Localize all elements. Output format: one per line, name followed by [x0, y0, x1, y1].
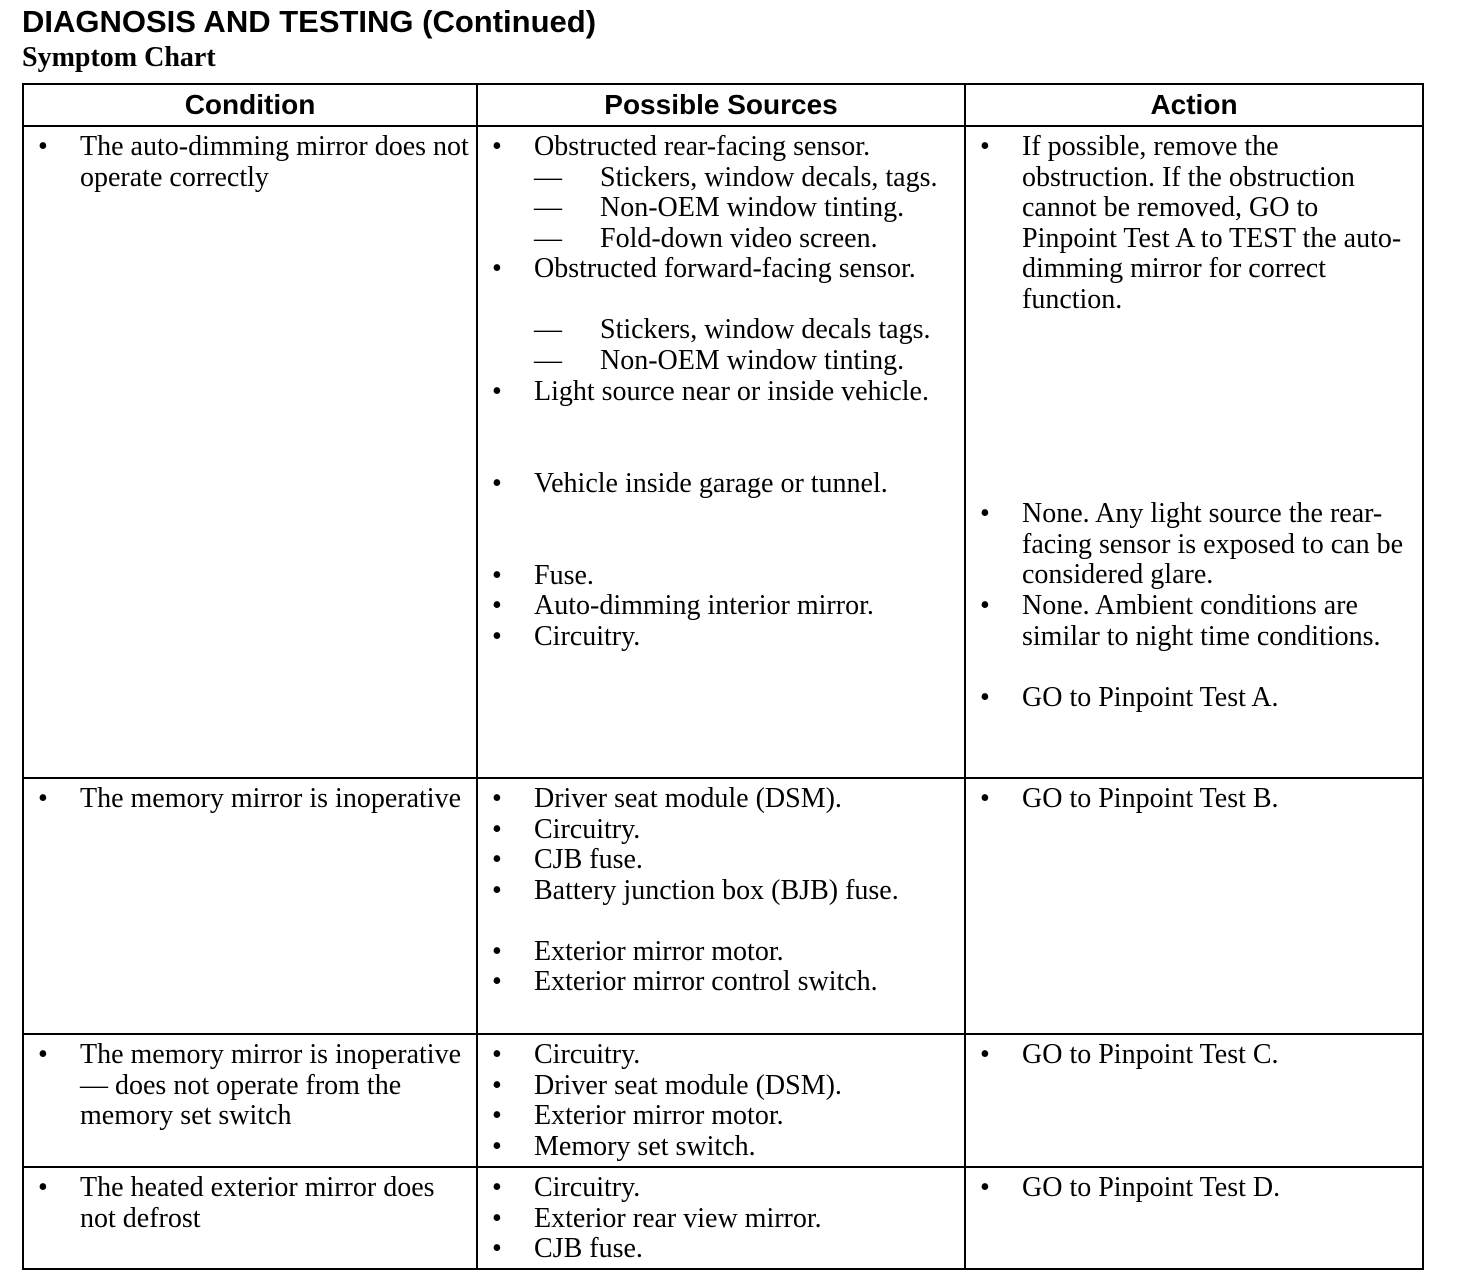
source-text: Battery junction box (BJB) fuse.	[534, 874, 899, 906]
condition-text: The heated exterior mirror does not defrost	[80, 1172, 435, 1234]
dash-icon: —	[534, 314, 562, 346]
source-item	[478, 469, 964, 561]
source-text: Circuitry.	[534, 1039, 641, 1070]
dash-icon: —	[534, 192, 562, 224]
condition-text: The auto-dimming mirror does not operate correctly	[80, 131, 469, 193]
bullet-icon: •	[492, 620, 502, 652]
bullet-icon: •	[492, 1039, 502, 1070]
condition-cell	[23, 1167, 477, 1269]
bullet-icon: •	[492, 874, 502, 906]
source-text: Exterior mirror motor.	[534, 1100, 784, 1132]
source-subitem-text: Non-OEM window tinting.	[600, 344, 905, 376]
source-subitem-text: Non-OEM window tinting.	[600, 192, 905, 224]
action-item	[966, 132, 1422, 499]
bullet-icon: •	[492, 1069, 502, 1101]
condition-text: The memory mirror is inoperative — does not operate from the memory set switch	[80, 1039, 461, 1132]
source-item	[478, 1234, 964, 1265]
bullet-icon: •	[492, 1172, 502, 1203]
action-item	[966, 499, 1422, 591]
source-text: CJB fuse.	[534, 1233, 643, 1265]
action-item	[966, 591, 1422, 683]
source-text: Exterior rear view mirror.	[534, 1202, 822, 1234]
source-text: Exterior mirror control switch.	[534, 966, 878, 998]
source-text: Obstructed rear-facing sensor.	[534, 131, 871, 162]
source-item	[478, 815, 964, 846]
action-text: GO to Pinpoint Test C.	[1022, 1039, 1279, 1070]
sources-cell	[477, 1167, 965, 1269]
action-item	[966, 784, 1422, 815]
bullet-icon: •	[492, 253, 502, 285]
bullet-icon: •	[492, 1100, 502, 1132]
condition-cell	[23, 1034, 477, 1167]
action-text: GO to Pinpoint Test D.	[1022, 1172, 1281, 1203]
bullet-icon: •	[980, 590, 990, 621]
condition-item	[24, 1040, 476, 1132]
source-text: Obstructed forward-facing sensor.	[534, 253, 916, 285]
bullet-icon: •	[38, 1039, 48, 1070]
source-item	[478, 1132, 964, 1163]
bullet-icon: •	[492, 467, 502, 499]
bullet-icon: •	[492, 783, 502, 814]
source-item	[478, 377, 964, 469]
source-text: Circuitry.	[534, 1172, 641, 1203]
condition-text: The memory mirror is inoperative	[80, 783, 461, 814]
column-header-action: Action	[965, 84, 1423, 126]
sources-cell	[477, 126, 965, 778]
symptom-chart-table	[22, 83, 1424, 1270]
action-cell	[965, 1034, 1423, 1167]
header-row	[23, 84, 1423, 126]
sources-cell	[477, 778, 965, 1034]
source-item	[478, 937, 964, 968]
bullet-icon: •	[492, 935, 502, 967]
source-item	[478, 1071, 964, 1102]
bullet-icon: •	[980, 1039, 990, 1070]
bullet-icon: •	[492, 844, 502, 876]
bullet-icon: •	[980, 682, 990, 713]
bullet-icon: •	[492, 813, 502, 845]
source-item	[478, 132, 964, 163]
bullet-icon: •	[492, 131, 502, 162]
bullet-icon: •	[38, 783, 48, 814]
table-row	[23, 1167, 1423, 1269]
source-item	[478, 845, 964, 876]
source-text: Driver seat module (DSM).	[534, 783, 842, 814]
action-cell	[965, 778, 1423, 1034]
table-row	[23, 1034, 1423, 1167]
condition-item	[24, 132, 476, 193]
action-cell	[965, 126, 1423, 778]
source-text: CJB fuse.	[534, 844, 643, 876]
action-item	[966, 683, 1422, 714]
bullet-icon: •	[492, 590, 502, 622]
source-item	[478, 254, 964, 315]
source-item	[478, 561, 964, 592]
source-item	[478, 591, 964, 622]
action-text: None. Ambient conditions are similar to night time conditions.	[1022, 590, 1381, 652]
action-item	[966, 1040, 1422, 1071]
dash-icon: —	[534, 161, 562, 193]
action-text: If possible, remove the obstruction. If the obstruction cannot be removed, GO to Pinpoint Test A to TEST the auto-dimming mirror for correct function.	[1022, 131, 1402, 315]
page-subtitle: Symptom Chart	[22, 42, 216, 73]
source-item	[478, 622, 964, 653]
source-subitem-text: Stickers, window decals tags.	[600, 314, 931, 346]
dash-icon: —	[534, 222, 562, 254]
source-text: Vehicle inside garage or tunnel.	[534, 467, 888, 499]
source-item	[478, 876, 964, 937]
bullet-icon: •	[492, 966, 502, 998]
table-row	[23, 126, 1423, 778]
condition-item	[24, 1173, 476, 1234]
source-subitem-text: Fold-down video screen.	[600, 222, 878, 254]
source-text: Driver seat module (DSM).	[534, 1069, 842, 1101]
bullet-icon: •	[492, 1202, 502, 1234]
source-item	[478, 967, 964, 1028]
action-cell	[965, 1167, 1423, 1269]
source-subitem-text: Stickers, window decals, tags.	[600, 161, 938, 193]
bullet-icon: •	[980, 1172, 990, 1203]
source-item	[478, 1173, 964, 1204]
condition-cell	[23, 778, 477, 1034]
action-text: GO to Pinpoint Test B.	[1022, 783, 1279, 814]
source-item	[478, 1101, 964, 1132]
source-subitem	[478, 346, 964, 377]
source-text: Fuse.	[534, 559, 594, 591]
table-row	[23, 778, 1423, 1034]
bullet-icon: •	[38, 1172, 48, 1203]
page-title: DIAGNOSIS AND TESTING (Continued)	[22, 4, 597, 39]
sources-cell	[477, 1034, 965, 1167]
source-text: Circuitry.	[534, 813, 641, 845]
action-text: None. Any light source the rear-facing sensor is exposed to can be considered glare.	[1022, 498, 1403, 591]
condition-cell	[23, 126, 477, 778]
source-subitem	[478, 315, 964, 346]
action-text: GO to Pinpoint Test A.	[1022, 682, 1279, 713]
source-subitem	[478, 163, 964, 194]
source-text: Exterior mirror motor.	[534, 935, 784, 967]
source-item	[478, 1040, 964, 1071]
action-item	[966, 1173, 1422, 1204]
source-subitem	[478, 224, 964, 255]
source-subitem	[478, 193, 964, 224]
dash-icon: —	[534, 344, 562, 376]
source-text: Light source near or inside vehicle.	[534, 375, 929, 407]
bullet-icon: •	[492, 375, 502, 407]
column-header-condition: Condition	[23, 84, 477, 126]
source-text: Auto-dimming interior mirror.	[534, 590, 874, 622]
bullet-icon: •	[980, 498, 990, 529]
condition-item	[24, 784, 476, 845]
column-header-possible-sources: Possible Sources	[477, 84, 965, 126]
bullet-icon: •	[492, 559, 502, 591]
source-text: Memory set switch.	[534, 1130, 756, 1162]
bullet-icon: •	[38, 131, 48, 162]
source-text: Circuitry.	[534, 620, 641, 652]
bullet-icon: •	[980, 783, 990, 814]
bullet-icon: •	[492, 1233, 502, 1265]
bullet-icon: •	[980, 131, 990, 162]
source-item	[478, 784, 964, 815]
source-item	[478, 1204, 964, 1235]
bullet-icon: •	[492, 1130, 502, 1162]
